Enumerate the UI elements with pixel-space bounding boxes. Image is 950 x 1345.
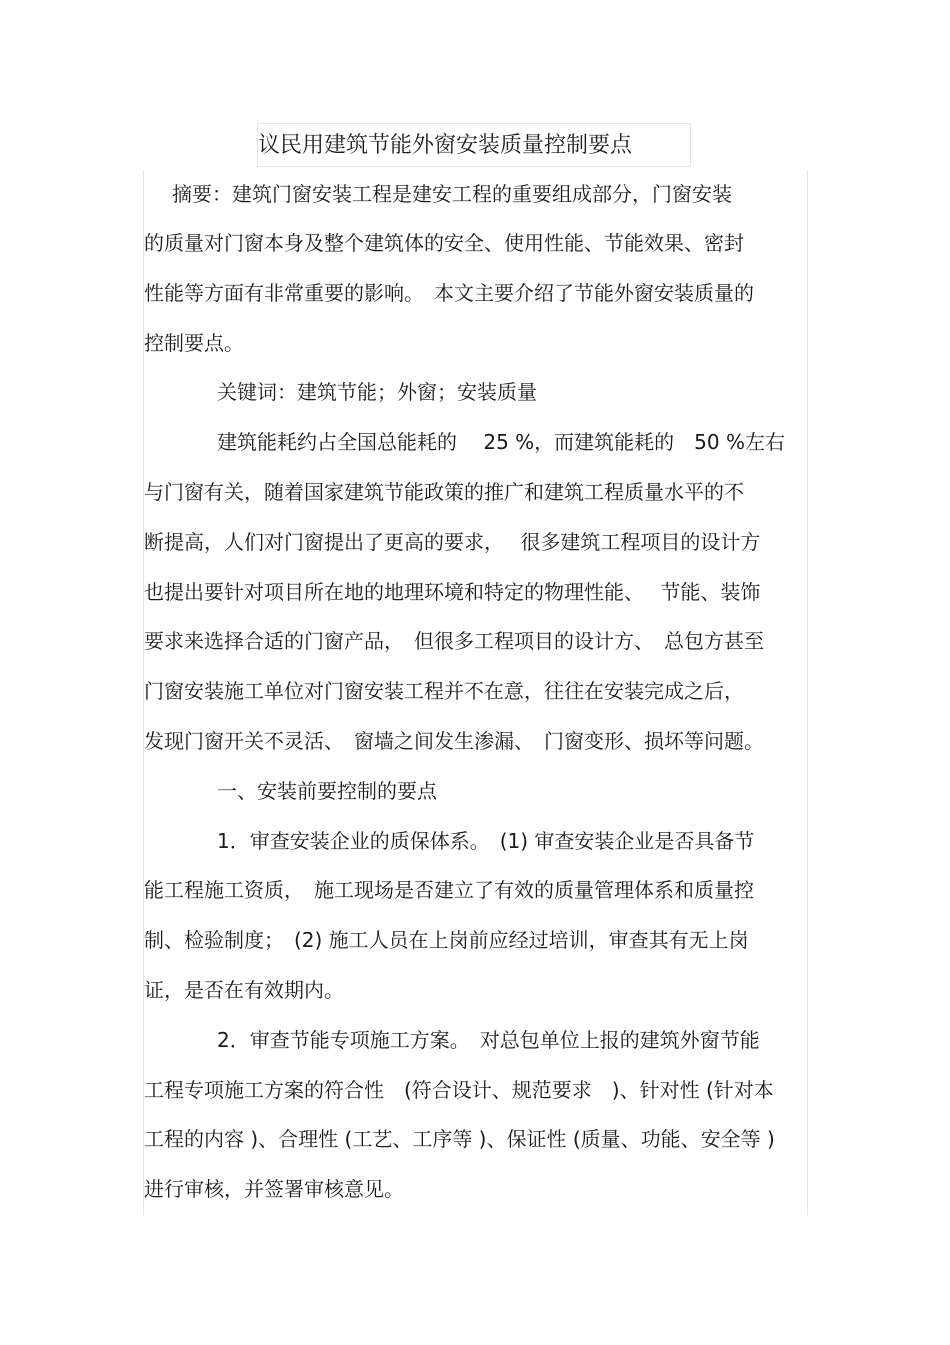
paragraph-line: 进行审核，并签署审核意见。 xyxy=(144,1177,404,1201)
paragraph-line: 工程的内容 )、合理性 (工艺、工序等 )、保证性 (质量、功能、安全等 ) xyxy=(144,1127,775,1151)
abstract-line-3: 性能等方面有非常重要的影响。 本文主要介绍了节能外窗安装质量的 xyxy=(144,281,754,305)
keywords-line: 关键词：建筑节能；外窗；安装质量 xyxy=(217,380,537,404)
abstract-line-1: 摘要：建筑门窗安装工程是建安工程的重要组成部分，门窗安装 xyxy=(172,182,732,206)
paragraph-line: 也提出要针对项目所在地的地理环境和特定的物理性能、 节能、装饰 xyxy=(144,580,761,604)
paragraph-line: 证，是否在有效期内。 xyxy=(144,978,344,1002)
document-title: 议民用建筑节能外窗安装质量控制要点 xyxy=(258,133,633,158)
paragraph-line: 与门窗有关，随着国家建筑节能政策的推广和建筑工程质量水平的不 xyxy=(144,480,744,504)
paragraph-line: 能工程施工资质， 施工现场是否建立了有效的质量管理体系和质量控 xyxy=(144,878,754,902)
paragraph-line: 1．审查安装企业的质保体系。 (1) 审查安装企业是否具备节 xyxy=(217,829,755,853)
paragraph-line: 建筑能耗约占全国总能耗的 25 %，而建筑能耗的 50 %左右 xyxy=(217,430,785,454)
paragraph-line: 2．审查节能专项施工方案。 对总包单位上报的建筑外窗节能 xyxy=(217,1028,760,1052)
paragraph-line: 门窗安装施工单位对门窗安装工程并不在意，往往在安装完成之后， xyxy=(144,679,744,703)
paragraph-line: 制、检验制度； (2) 施工人员在上岗前应经过培训，审查其有无上岗 xyxy=(144,928,749,952)
paragraph-line: 断提高，人们对门窗提出了更高的要求， 很多建筑工程项目的设计方 xyxy=(144,530,761,554)
section-heading: 一、安装前要控制的要点 xyxy=(217,779,437,803)
paragraph-line: 发现门窗开关不灵活、 窗墙之间发生渗漏、 门窗变形、损坏等问题。 xyxy=(144,729,764,753)
paragraph-line: 要求来选择合适的门窗产品， 但很多工程项目的设计方、 总包方甚至 xyxy=(144,629,764,653)
abstract-line-2: 的质量对门窗本身及整个建筑体的安全、使用性能、节能效果、密封 xyxy=(144,231,744,255)
abstract-line-4: 控制要点。 xyxy=(144,331,244,355)
paragraph-line: 工程专项施工方案的符合性 (符合设计、规范要求 )、针对性 (针对本 xyxy=(144,1078,774,1102)
